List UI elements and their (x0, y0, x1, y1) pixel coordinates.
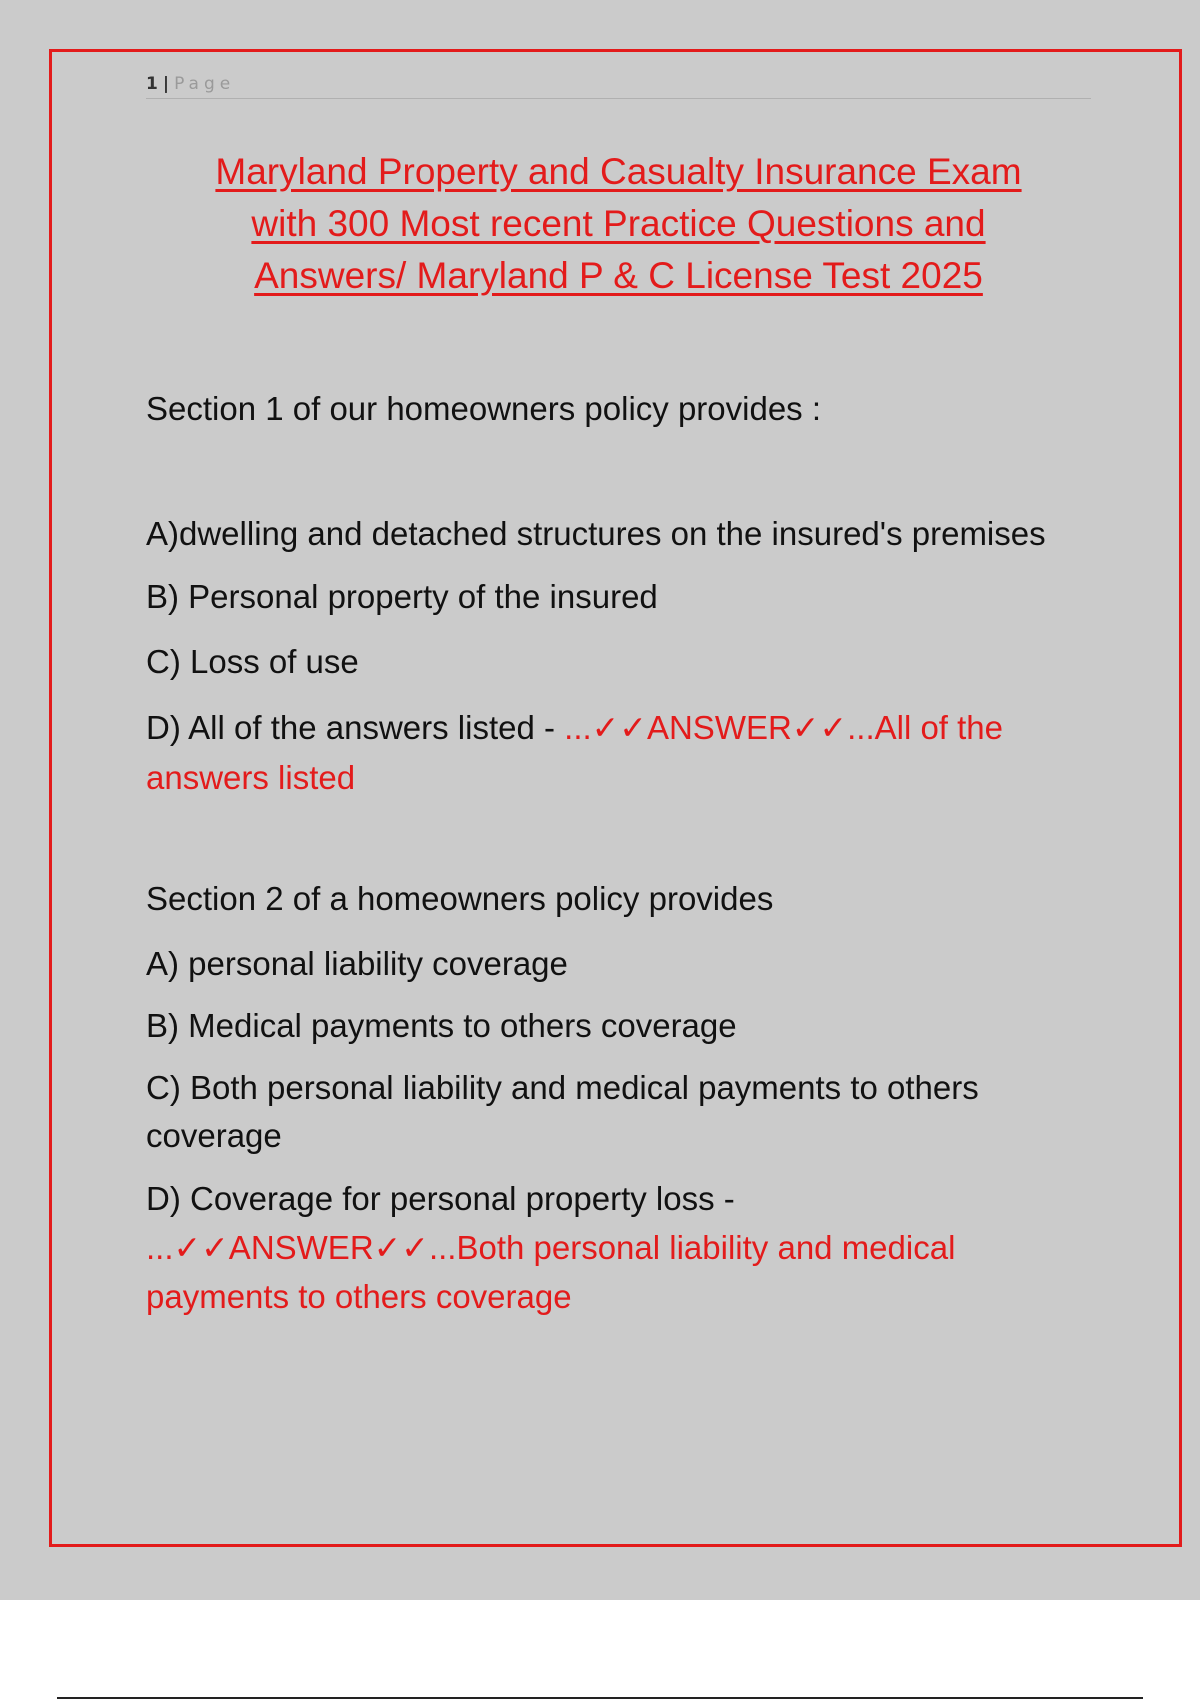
questions-content (146, 385, 1101, 1321)
question-1-option-d (146, 703, 1101, 803)
question-2-option-b: B) Medical payments to others coverage (146, 1007, 737, 1044)
question-1-option-a: A)dwelling and detached structures on the insured's premises (146, 515, 1046, 552)
title-line-2: with 300 Most recent Practice Questions and (251, 203, 986, 244)
question-2-option-c: C) Both personal liability and medical payments to others coverage (146, 1069, 979, 1154)
page-separator: | (162, 74, 170, 94)
question-2-answer: ...✓✓ANSWER✓✓...Both personal liability and medical payments to others coverage (146, 1229, 956, 1315)
footer-rule (57, 1697, 1143, 1699)
question-1-option-c: C) Loss of use (146, 643, 359, 680)
page-header (146, 74, 1091, 99)
question-1-option-d-text: D) All of the answers listed - (146, 709, 565, 746)
page-number: 1 (146, 74, 158, 94)
question-1: Section 1 of our homeowners policy provides : (146, 390, 822, 427)
page-label: Page (174, 74, 236, 94)
question-2: Section 2 of a homeowners policy provides (146, 880, 774, 917)
question-2-option-d-text: D) Coverage for personal property loss - (146, 1180, 735, 1217)
document-title (146, 146, 1091, 302)
title-line-3: Answers/ Maryland P & C License Test 2025 (254, 255, 983, 296)
question-2-option-d (146, 1174, 1101, 1321)
title-line-1: Maryland Property and Casualty Insurance Exam (215, 151, 1022, 192)
question-1-option-b: B) Personal property of the insured (146, 578, 658, 615)
question-1-answer: ...✓✓ANSWER✓✓...All of the answers listed (146, 709, 1004, 796)
question-2-option-a: A) personal liability coverage (146, 945, 568, 982)
